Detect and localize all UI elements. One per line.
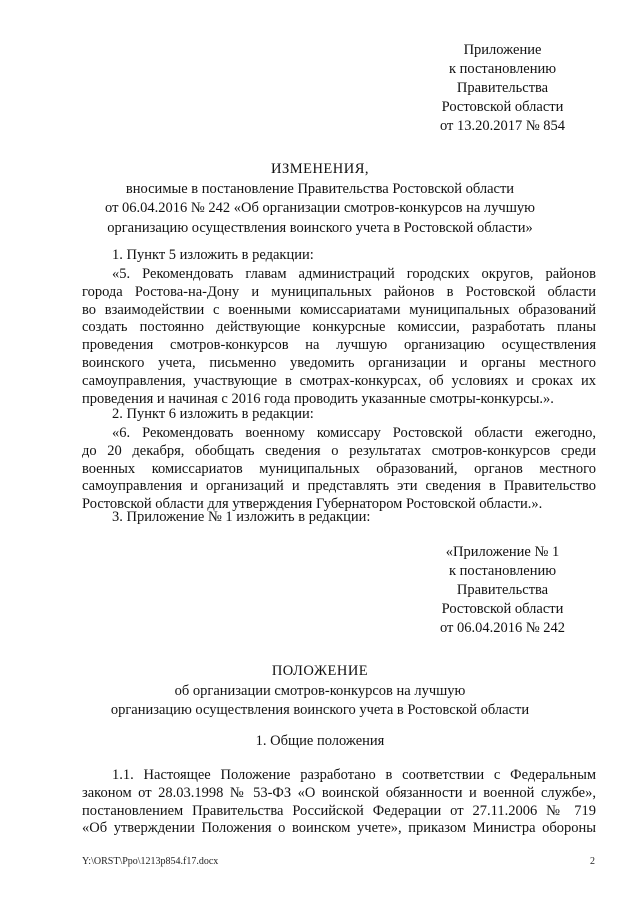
- item-1-text: 1. Пункт 5 изложить в редакции:: [112, 247, 314, 263]
- appendix-header: [420, 41, 585, 136]
- appendix-line: к постановлению: [448, 61, 557, 77]
- changes-subtitle-line: организацию осуществления воинского учета в Ростовской области»: [107, 219, 533, 236]
- appendix-line: от 06.04.2016 № 242: [439, 620, 566, 636]
- appendix-line: Ростовской области: [441, 601, 564, 617]
- quote-line: проведения и начиная с 2016 года проводить указанные смотры-конкурсы.».: [82, 390, 554, 407]
- paragraph-line: 1.1. Настоящее Положение разработано в соответствии с Федеральным: [112, 767, 596, 783]
- quote-line: Ростовской области для утверждения Губернатором Ростовской области.».: [82, 496, 543, 513]
- item-1: [82, 247, 596, 265]
- appendix-line: к постановлению: [448, 563, 557, 579]
- quote-line: проведения смотров-конкурсов на лучшую организацию осуществления: [82, 337, 596, 354]
- quote-line: военных комиссариатов муниципальных образований, органов местного: [82, 460, 596, 477]
- quote-line: «6. Рекомендовать военному комиссару Ростовской области ежегодно,: [112, 425, 596, 441]
- polozhenie-title-block: [40, 662, 600, 721]
- appendix-line: Ростовской области: [441, 99, 564, 115]
- quote-point-6: [82, 425, 596, 514]
- item-3-text: 3. Приложение № 1 изложить в редакции:: [112, 509, 371, 525]
- changes-title-block: [40, 160, 600, 238]
- paragraph-line: «Об утверждении Положения о воинском учете», приказом Министра обороны: [82, 820, 596, 837]
- footer-file-path: Y:\ORST\Ppo\1213p854.f17.docx: [82, 856, 219, 867]
- quote-line: во взаимодействии с военными комиссариатами муниципальных образований: [82, 301, 596, 318]
- appendix-line: Правительства: [456, 582, 549, 598]
- appendix-line: Приложение: [463, 42, 542, 58]
- appendix-line: от 13.20.2017 № 854: [439, 118, 566, 134]
- changes-subtitle-line: вносимые в постановление Правительства Ростовской области: [125, 180, 515, 197]
- changes-subtitle-line: от 06.04.2016 № 242 «Об организации смотров-конкурсов на лучшую: [105, 200, 535, 216]
- quote-line: самоуправления, участвующие в смотрах-конкурсах, об условиях и сроках их: [82, 372, 596, 389]
- item-2-text: 2. Пункт 6 изложить в редакции:: [112, 406, 314, 422]
- section-1-heading: 1. Общие положения: [255, 733, 385, 749]
- quote-line: создать постоянно действующие конкурсные комиссии, разработать планы: [82, 319, 596, 336]
- footer-page-number: 2: [590, 856, 595, 867]
- polozhenie-subtitle-line: об организации смотров-конкурсов на лучшую: [174, 682, 466, 699]
- quote-line: до 20 декабря, обобщать сведения о результатах смотров-конкурсов среди: [82, 442, 596, 459]
- item-3: [82, 509, 596, 527]
- changes-title: ИЗМЕНЕНИЯ,: [270, 161, 370, 177]
- appendix-line: «Приложение № 1: [445, 544, 560, 560]
- quote-line: воинского учета, письменно уведомить организации и органы местного: [82, 354, 596, 371]
- paragraph-1-1: [82, 767, 596, 838]
- paragraph-line: постановлением Правительства Российской Федерации от 27.11.2006 № 719: [82, 802, 596, 819]
- quote-line: самоуправления и организаций и представлять эти сведения в Правительство: [82, 478, 596, 495]
- quote-line: города Ростова-на-Дону и муниципальных районов в Ростовской области: [82, 283, 596, 300]
- polozhenie-title: ПОЛОЖЕНИЕ: [271, 663, 369, 679]
- paragraph-line: законом от 28.03.1998 № 53-ФЗ «О воинской обязанности и военной службе»,: [82, 784, 596, 801]
- item-2: [82, 406, 596, 424]
- appendix-line: Правительства: [456, 80, 549, 96]
- polozhenie-subtitle-line: организацию осуществления воинского учета в Ростовской области: [110, 702, 530, 718]
- quote-point-5: [82, 266, 596, 408]
- quote-line: «5. Рекомендовать главам администраций городских округов, районов: [112, 266, 596, 282]
- appendix-inner-header: [420, 543, 585, 638]
